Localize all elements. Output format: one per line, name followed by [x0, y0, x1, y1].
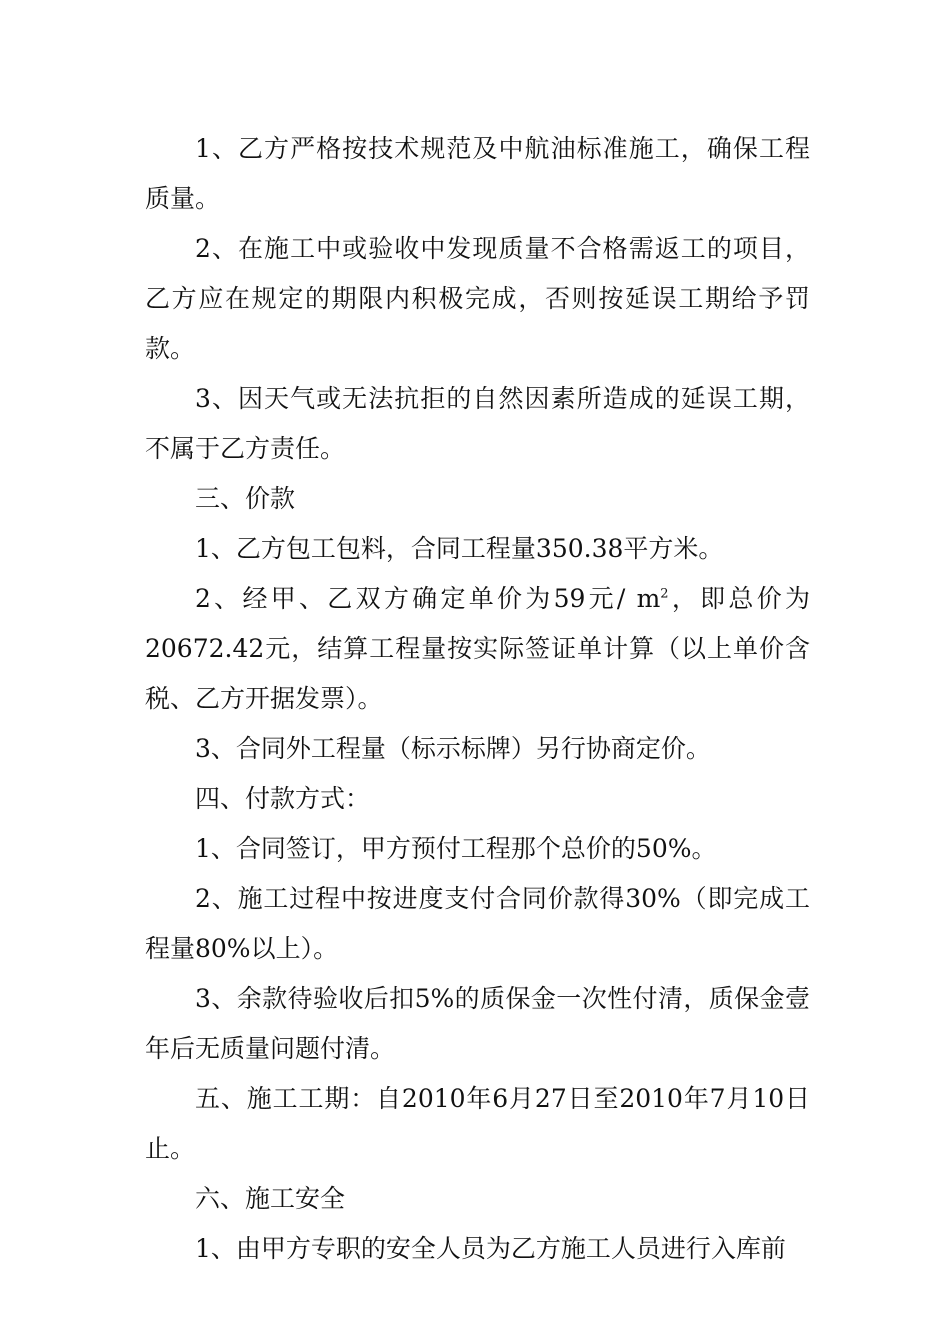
- section-heading-payment: 四、付款方式：: [195, 784, 371, 813]
- section-heading-schedule: 五、施工工期：自2010年6月27日至2010年7月10日止。: [145, 1084, 810, 1163]
- paragraph-contract-quantity: 1、乙方包工包料，合同工程量350.38平方米。: [195, 534, 724, 563]
- paragraph-unit-price: [145, 574, 810, 724]
- paragraph-extra-work: 3、合同外工程量（标示标牌）另行协商定价。: [195, 734, 711, 763]
- section-heading-safety: 六、施工安全: [195, 1184, 346, 1213]
- paragraph-rework: 2、在施工中或验收中发现质量不合格需返工的项目，乙方应在规定的期限内积极完成，否则按延误工期给予罚款。: [145, 234, 810, 363]
- paragraph-force-majeure: 3、因天气或无法抗拒的自然因素所造成的延误工期，不属于乙方责任。: [145, 384, 810, 463]
- square-superscript: 2: [660, 586, 669, 602]
- paragraph-prepayment: 1、合同签订，甲方预付工程那个总价的50%。: [195, 834, 717, 863]
- unit-price-text: 2、经甲、乙双方确定单价为59元/ m: [195, 584, 661, 613]
- section-heading-price: 三、价款: [195, 484, 296, 513]
- paragraph-quality-standard: 1、乙方严格按技术规范及中航油标准施工，确保工程质量。: [145, 134, 810, 213]
- paragraph-safety-training: 1、由甲方专职的安全人员为乙方施工人员进行入库前: [195, 1234, 786, 1263]
- paragraph-final-payment: 3、余款待验收后扣5%的质保金一次性付清，质保金壹年后无质量问题付清。: [145, 984, 810, 1063]
- total-price-text: ，即总价为20672.42元，结算工程量按实际签证单计算（以上单价含税、乙方开据发票）。: [145, 584, 810, 713]
- paragraph-progress-payment: 2、施工过程中按进度支付合同价款得30%（即完成工程量80%以上）。: [145, 884, 810, 963]
- document-body: [145, 124, 810, 1274]
